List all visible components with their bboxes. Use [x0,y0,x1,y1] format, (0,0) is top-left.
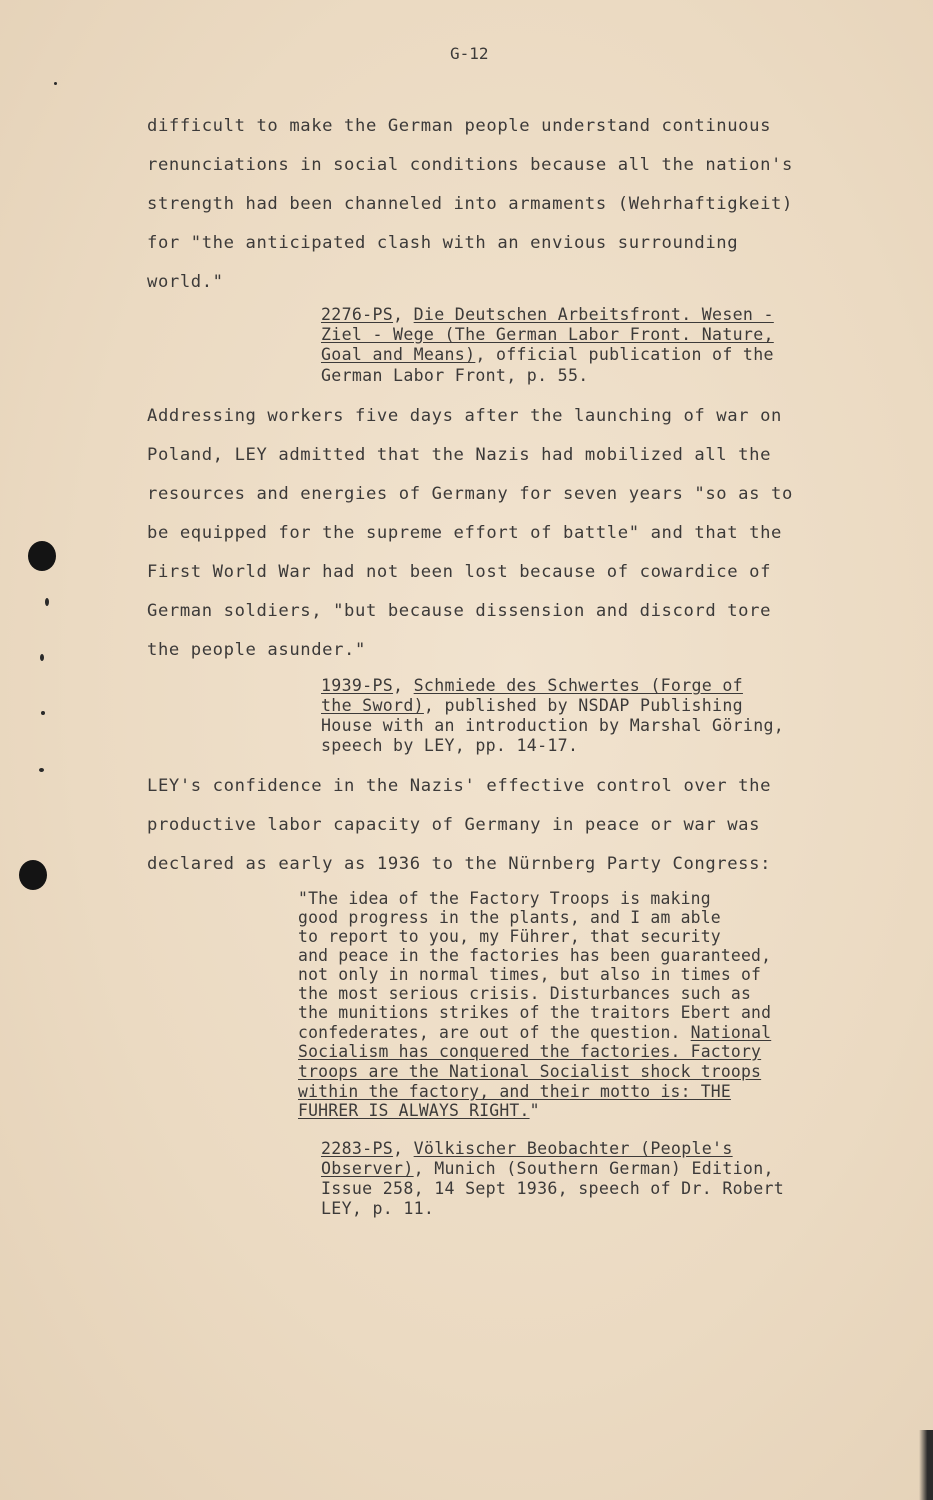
quote-underlined: Socialism has conquered the factories. Factory [298,1042,762,1061]
citation-text: Issue 258, 14 Sept 1936, speech of Dr. Robert [321,1179,785,1198]
citation-text: , official publication of the [475,345,774,364]
citation-text: German Labor Front, p. 55. [321,366,589,385]
paragraph-line: the people asunder." [147,640,366,660]
citation-text: House with an introduction by Marshal Göring, [321,716,785,735]
paragraph-line: renunciations in social conditions because all the nation's [147,155,793,175]
citation-text: , Munich (Southern German) Edition, [413,1159,774,1178]
paragraph-line: world." [147,272,224,292]
citation-title: the Sword) [321,696,424,715]
punch-hole-icon [28,541,56,571]
citation-ref: 2276-PS [321,305,394,324]
speck-mark [40,654,44,661]
speck-mark [39,768,44,772]
quote-underlined: FUHRER IS ALWAYS RIGHT. [298,1101,530,1120]
quote-line: not only in normal times, but also in times of [298,965,762,984]
paragraph-line: difficult to make the German people understand continuous [147,116,772,136]
quote-line: "The idea of the Factory Troops is making [298,889,711,908]
paragraph-line: declared as early as 1936 to the Nürnberg Party Congress: [147,854,772,874]
quote-underlined: National [690,1023,772,1042]
quote-underlined: within the factory, and their motto is: THE [298,1082,731,1101]
citation-text: speech by LEY, pp. 14-17. [321,736,579,755]
speck-mark [41,711,45,715]
citation-text: , published by NSDAP Publishing [423,696,743,715]
citation-title: Goal and Means) [321,345,476,364]
edge-shadow [919,1430,933,1500]
page-number: G-12 [450,44,489,63]
quote-line: and peace in the factories has been guaranteed, [298,946,772,965]
quote-line: " [529,1101,540,1120]
paragraph-line: German soldiers, "but because dissension and discord tore [147,601,772,621]
citation-title: Die Deutschen Arbeitsfront. Wesen - [413,305,774,324]
citation-ref: 2283-PS [321,1139,394,1158]
quote-line: the munitions strikes of the traitors Ebert and [298,1003,772,1022]
paragraph-line: productive labor capacity of Germany in peace or war was [147,815,761,835]
paragraph-line: resources and energies of Germany for seven years "so as to [147,484,793,504]
quote-line: confederates, are out of the question. [298,1023,691,1042]
citation-text: LEY, p. 11. [321,1199,435,1218]
paragraph-line: LEY's confidence in the Nazis' effective control over the [147,776,772,796]
citation-title: Völkischer Beobachter (People's [413,1139,733,1158]
punch-hole-icon [19,860,47,890]
citation-ref: 1939-PS [321,676,394,695]
quote-line: the most serious crisis. Disturbances such as [298,984,752,1003]
speck-mark [45,598,49,606]
quote-line: to report to you, my Führer, that security [298,927,721,946]
paragraph-line: Addressing workers five days after the launching of war on [147,406,782,426]
paragraph-line: for "the anticipated clash with an envious surrounding [147,233,739,253]
document-page: G-12 difficult to make the German people understand continuous renunciations in social conditions because all the nation's strength had been channeled into armaments (Wehrhaftigkeit) for "the anticipated clash with an envious surrounding world." 2276-PS, Die Deutschen Arbeitsfront. Wesen - Ziel - Wege (The German Labor Front. Nature, Goal and Means), official publication of the German Labor Front, p. 55. Addressing workers five days after the launching of war on Poland, LEY admitted that the Nazis had mobilized all the resources and energies of Germany for seven years "so as to be equipped for the supreme effort of battle" and that the First World War had not been lost because of cowardice of German soldiers, "but because dissension and discord tore the people asunder." 1939-PS, Schmiede des Schwertes (Forge of the Sword), published by NSDAP Publishing House with an introduction by Marshal Göring, speech by LEY, pp. 14-17. LEY's confidence in the Nazis' effective control over the productive labor capacity of Germany in peace or war was declared as early as 1936 to the Nürnberg Party Congress: "The idea of the Factory Troops is making good progress in the plants, and I am able to report to you, my Führer, that security and peace in the factories has been guaranteed, not only in normal times, but also in times of the most serious crisis. Disturbances such as the munitions strikes of the traitors Ebert and confederates, are out of the question. National Socialism has conquered the factories. Factory troops are the National Socialist shock troops within the factory, and their motto is: THE FUHRER IS ALWAYS RIGHT." 2283-PS, Völkischer Beobachter (People's Observer), Munich (Southern German) Edition, Issue 258, 14 Sept 1936, speech of Dr. Robert LEY, p. 11. [0,0,933,1500]
paragraph-line: be equipped for the supreme effort of battle" and that the [147,523,782,543]
paragraph-line: strength had been channeled into armaments (Wehrhaftigkeit) [147,194,793,214]
paragraph-line: Poland, LEY admitted that the Nazis had mobilized all the [147,445,772,465]
paragraph-line: First World War had not been lost because of cowardice of [147,562,772,582]
speck-mark [54,82,57,85]
quote-underlined: troops are the National Socialist shock troops [298,1062,762,1081]
citation-title: Schmiede des Schwertes (Forge of [413,676,743,695]
citation-title: Ziel - Wege (The German Labor Front. Nature, [321,325,774,344]
citation-title: Observer) [321,1159,414,1178]
quote-line: good progress in the plants, and I am able [298,908,721,927]
